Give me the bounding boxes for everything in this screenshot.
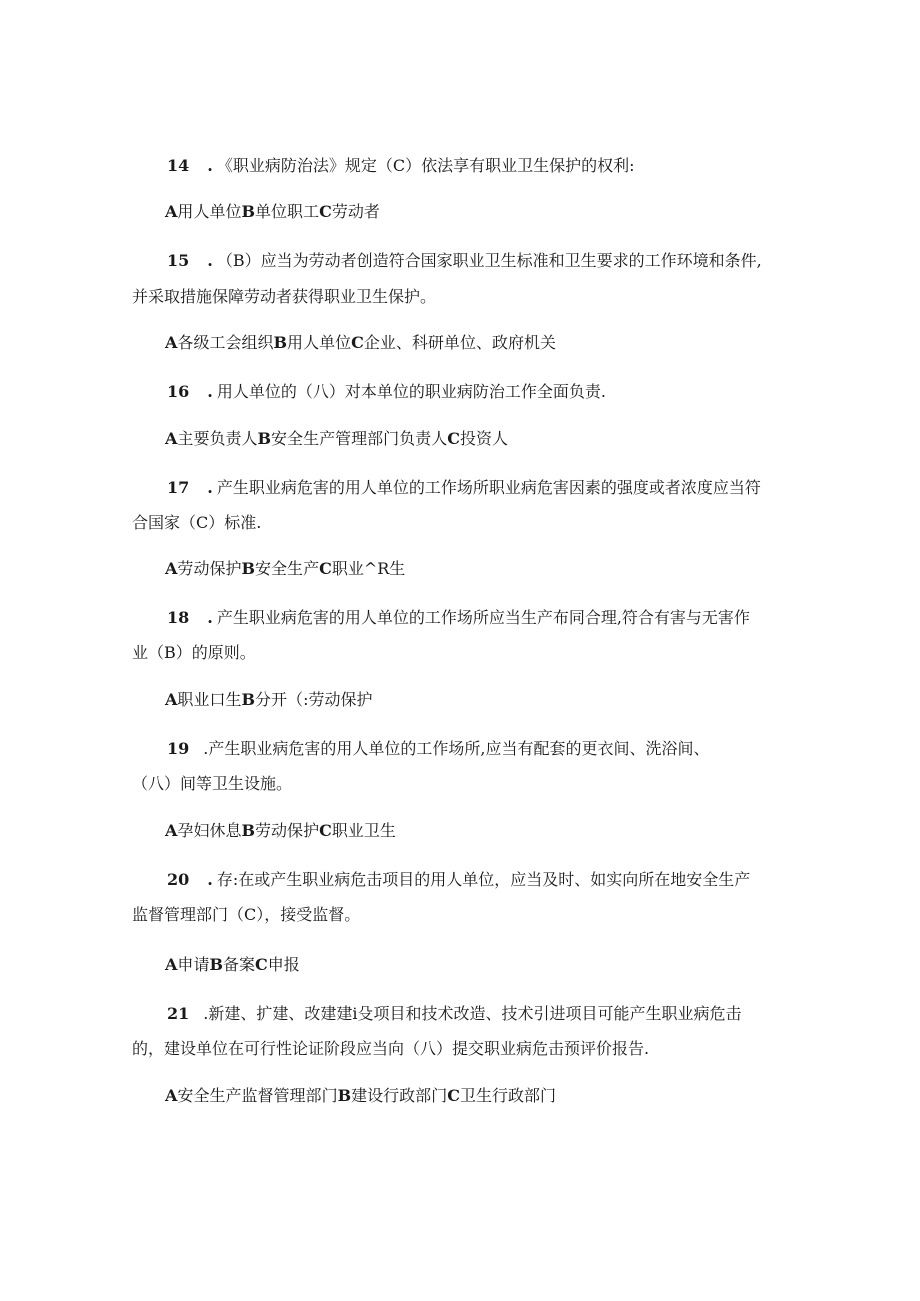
question-text: （B）应当为劳动者创造符合国家职业卫生标准和卫生要求的工作环境和条件, bbox=[216, 251, 762, 270]
question-text-continued: 并采取措施保障劳动者获得职业卫生保护。 bbox=[132, 287, 437, 306]
question-16: 16 . 用人单位的（八）对本单位的职业病防治工作全面负责. bbox=[167, 380, 606, 404]
question-number: 18 bbox=[167, 608, 190, 627]
question-19 bbox=[167, 737, 709, 761]
options-17: A劳动保护B安全生产C职业^R生 bbox=[165, 559, 406, 578]
options-14: A用人单位B单位职工C劳动者 bbox=[165, 202, 380, 221]
question-number: 16 bbox=[167, 382, 190, 401]
question-text-continued: 业（B）的原则。 bbox=[132, 643, 256, 662]
question-number: 14 bbox=[167, 156, 190, 175]
question-text: .新建、扩建、改建建i殳项目和技术改造、技术引进项目可能产生职业病危击 bbox=[203, 1004, 742, 1023]
question-number: 17 bbox=[167, 478, 190, 497]
question-number: 21 bbox=[167, 1004, 190, 1023]
options-20: A申请B备案C申报 bbox=[165, 955, 300, 974]
options-21: A安全生产监督管理部门B建设行政部门C卫生行政部门 bbox=[165, 1086, 557, 1105]
question-text-continued: 的，建设单位在可行性论证阶段应当向（八）提交职业病危击预评价报告. bbox=[132, 1039, 650, 1058]
question-text-continued: 监督管理部门（C），接受监督。 bbox=[132, 905, 361, 924]
question-17: 17 . 产生职业病危害的用人单位的工作场所职业病危害因素的强度或者浓度应当符 bbox=[167, 476, 761, 500]
question-text: 用人单位的（八）对本单位的职业病防治工作全面负责. bbox=[216, 382, 606, 401]
options-16: A主要负责人B安全生产管理部门负责人C投资人 bbox=[165, 429, 508, 448]
question-text-continued: （八）间等卫生设施。 bbox=[132, 774, 293, 793]
options-19: A孕妇休息B劳动保护C职业卫生 bbox=[165, 821, 396, 840]
question-text: 《职业病防治法》规定（C）依法享有职业卫生保护的权利: bbox=[216, 156, 635, 175]
question-number: 20 bbox=[167, 870, 190, 889]
question-text: .产生职业病危害的用人单位的工作场所,应当有配套的更衣间、洗浴间、 bbox=[203, 739, 710, 758]
question-text-continued: 合国家（C）标准. bbox=[132, 513, 262, 532]
question-number: 19 bbox=[167, 739, 190, 758]
question-text: 产生职业病危害的用人单位的工作场所职业病危害因素的强度或者浓度应当符 bbox=[216, 478, 761, 497]
options-15: A各级工会组织B用人单位C企业、科研单位、政府机关 bbox=[165, 333, 557, 352]
question-20: 20 . 存:在或产生职业病危击项目的用人单位，应当及时、如实向所在地安全生产 bbox=[167, 868, 750, 892]
question-18: 18 . 产生职业病危害的用人单位的工作场所应当生产布同合理,符合有害与无害作 bbox=[167, 606, 750, 630]
question-text: 存:在或产生职业病危击项目的用人单位，应当及时、如实向所在地安全生产 bbox=[216, 870, 751, 889]
question-number: 15 bbox=[167, 251, 190, 270]
question-15: 15 . （B）应当为劳动者创造符合国家职业卫生标准和卫生要求的工作环境和条件, bbox=[167, 249, 762, 273]
question-21 bbox=[167, 1002, 741, 1026]
question-14: 14 . 《职业病防治法》规定（C）依法享有职业卫生保护的权利: bbox=[167, 154, 634, 178]
question-text: 产生职业病危害的用人单位的工作场所应当生产布同合理,符合有害与无害作 bbox=[216, 608, 750, 627]
options-18: A职业口生B分开（:劳动保护 bbox=[165, 690, 373, 709]
